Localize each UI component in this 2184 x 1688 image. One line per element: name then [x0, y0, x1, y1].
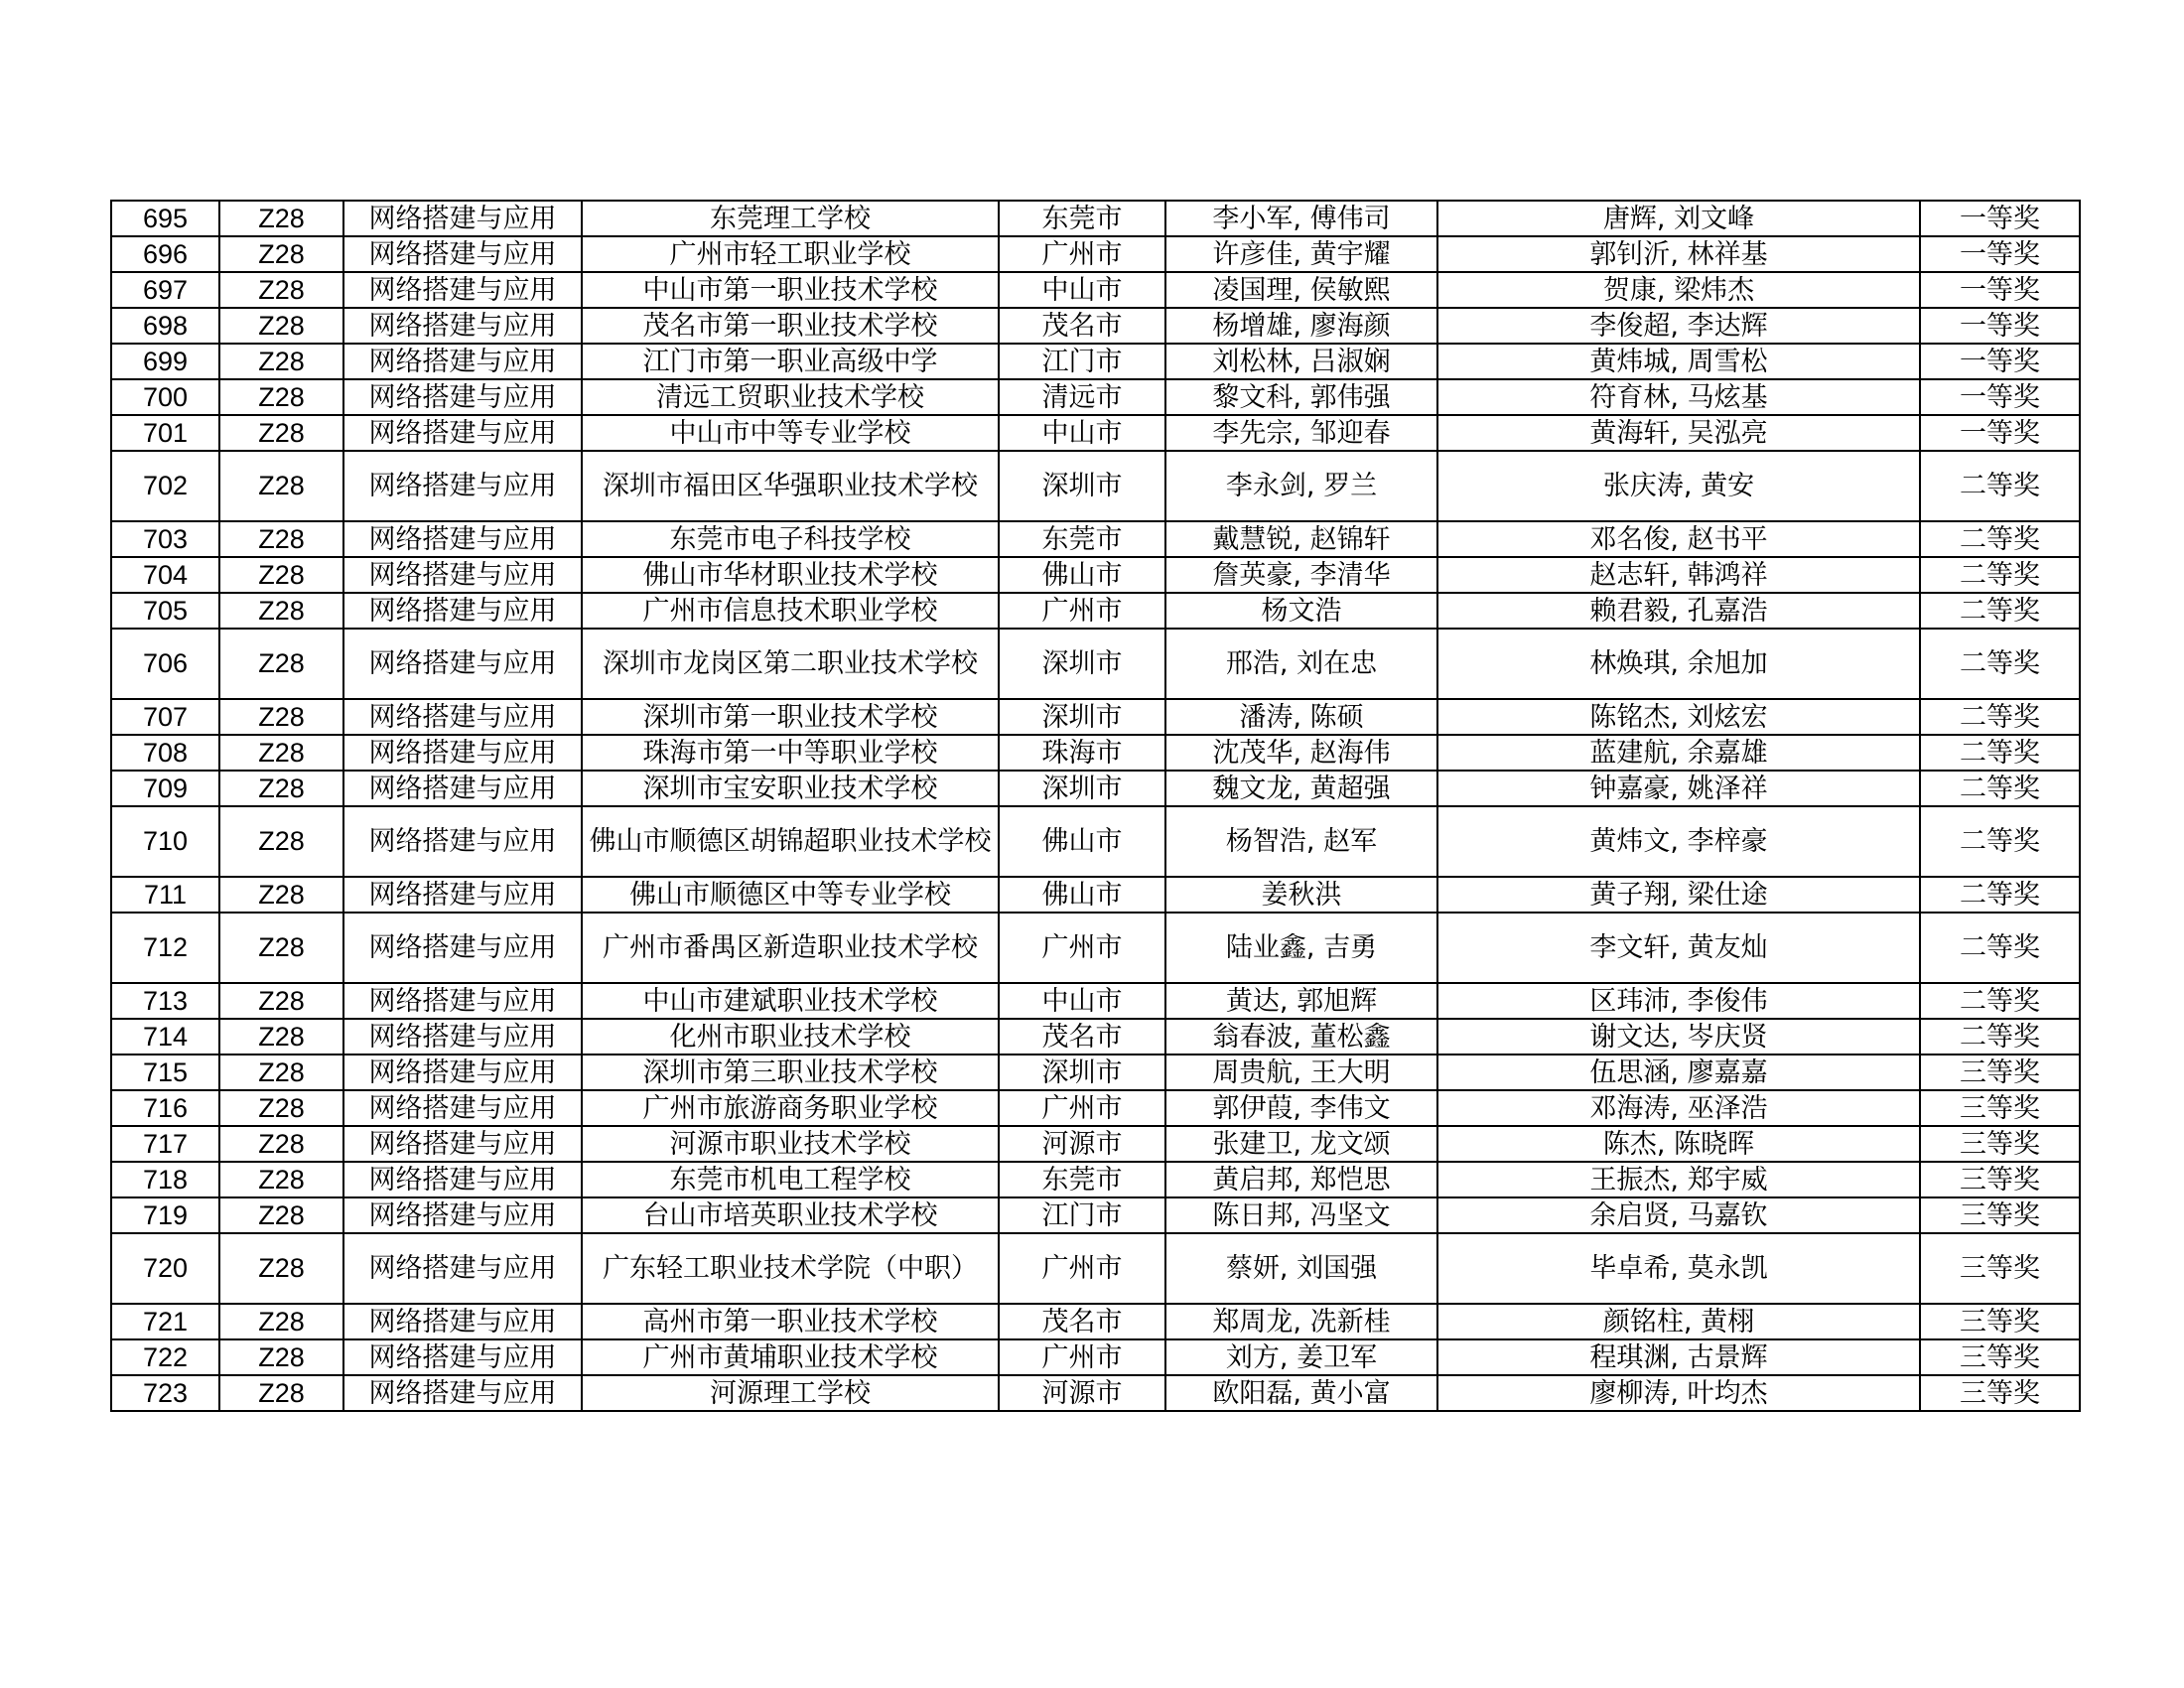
award-level-cell: 三等奖	[1920, 1304, 2080, 1339]
city-cell: 深圳市	[999, 771, 1165, 806]
table-row	[111, 1162, 2080, 1197]
table-row	[111, 1090, 2080, 1126]
project-code-cell: Z28	[219, 557, 343, 593]
table-row	[111, 1055, 2080, 1090]
row-number-cell: 695	[111, 201, 219, 236]
city-cell: 茂名市	[999, 308, 1165, 344]
project-code-cell: Z28	[219, 877, 343, 913]
table-row	[111, 1019, 2080, 1055]
instructors-cell: 沈茂华, 赵海伟	[1165, 735, 1437, 771]
table-row	[111, 1197, 2080, 1233]
award-level-cell: 二等奖	[1920, 913, 2080, 983]
contestants-cell: 钟嘉豪, 姚泽祥	[1437, 771, 1920, 806]
project-name-cell: 网络搭建与应用	[343, 557, 582, 593]
award-level-cell: 三等奖	[1920, 1090, 2080, 1126]
school-name-cell: 中山市中等专业学校	[582, 415, 999, 451]
instructors-cell: 魏文龙, 黄超强	[1165, 771, 1437, 806]
project-code-cell: Z28	[219, 344, 343, 379]
contestants-cell: 黄海轩, 吴泓亮	[1437, 415, 1920, 451]
instructors-cell: 姜秋洪	[1165, 877, 1437, 913]
school-name-cell: 佛山市顺德区中等专业学校	[582, 877, 999, 913]
table-row	[111, 201, 2080, 236]
instructors-cell: 李先宗, 邹迎春	[1165, 415, 1437, 451]
row-number-cell: 716	[111, 1090, 219, 1126]
award-level-cell: 一等奖	[1920, 236, 2080, 272]
school-name-cell: 中山市第一职业技术学校	[582, 272, 999, 308]
project-name-cell: 网络搭建与应用	[343, 451, 582, 521]
row-number-cell: 710	[111, 806, 219, 877]
award-level-cell: 二等奖	[1920, 557, 2080, 593]
project-name-cell: 网络搭建与应用	[343, 983, 582, 1019]
instructors-cell: 詹英豪, 李清华	[1165, 557, 1437, 593]
contestants-cell: 唐辉, 刘文峰	[1437, 201, 1920, 236]
school-name-cell: 河源市职业技术学校	[582, 1126, 999, 1162]
school-name-cell: 佛山市华材职业技术学校	[582, 557, 999, 593]
table-row	[111, 771, 2080, 806]
school-name-cell: 高州市第一职业技术学校	[582, 1304, 999, 1339]
row-number-cell: 700	[111, 379, 219, 415]
instructors-cell: 周贵航, 王大明	[1165, 1055, 1437, 1090]
project-code-cell: Z28	[219, 1055, 343, 1090]
city-cell: 中山市	[999, 272, 1165, 308]
project-code-cell: Z28	[219, 1126, 343, 1162]
city-cell: 中山市	[999, 983, 1165, 1019]
instructors-cell: 陆业鑫, 吉勇	[1165, 913, 1437, 983]
project-name-cell: 网络搭建与应用	[343, 236, 582, 272]
contestants-cell: 谢文达, 岑庆贤	[1437, 1019, 1920, 1055]
school-name-cell: 广州市旅游商务职业学校	[582, 1090, 999, 1126]
contestants-cell: 郭钊沂, 林祥基	[1437, 236, 1920, 272]
city-cell: 东莞市	[999, 1162, 1165, 1197]
instructors-cell: 邢浩, 刘在忠	[1165, 629, 1437, 699]
row-number-cell: 704	[111, 557, 219, 593]
award-level-cell: 一等奖	[1920, 201, 2080, 236]
contestants-cell: 贺康, 梁炜杰	[1437, 272, 1920, 308]
city-cell: 茂名市	[999, 1019, 1165, 1055]
table-row	[111, 236, 2080, 272]
instructors-cell: 李小军, 傅伟司	[1165, 201, 1437, 236]
school-name-cell: 珠海市第一中等职业学校	[582, 735, 999, 771]
project-name-cell: 网络搭建与应用	[343, 629, 582, 699]
contestants-cell: 王振杰, 郑宇威	[1437, 1162, 1920, 1197]
project-code-cell: Z28	[219, 379, 343, 415]
award-level-cell: 二等奖	[1920, 1019, 2080, 1055]
instructors-cell: 戴慧锐, 赵锦轩	[1165, 521, 1437, 557]
city-cell: 广州市	[999, 913, 1165, 983]
award-level-cell: 二等奖	[1920, 699, 2080, 735]
school-name-cell: 广州市番禺区新造职业技术学校	[582, 913, 999, 983]
row-number-cell: 711	[111, 877, 219, 913]
project-name-cell: 网络搭建与应用	[343, 521, 582, 557]
city-cell: 江门市	[999, 344, 1165, 379]
contestants-cell: 黄炜文, 李梓豪	[1437, 806, 1920, 877]
contestants-cell: 邓海涛, 巫泽浩	[1437, 1090, 1920, 1126]
instructors-cell: 黎文科, 郭伟强	[1165, 379, 1437, 415]
contestants-cell: 蓝建航, 余嘉雄	[1437, 735, 1920, 771]
table-row	[111, 1233, 2080, 1304]
table-row	[111, 1126, 2080, 1162]
row-number-cell: 708	[111, 735, 219, 771]
instructors-cell: 许彦佳, 黄宇耀	[1165, 236, 1437, 272]
row-number-cell: 714	[111, 1019, 219, 1055]
project-name-cell: 网络搭建与应用	[343, 1375, 582, 1411]
project-code-cell: Z28	[219, 272, 343, 308]
contestants-cell: 黄子翔, 梁仕途	[1437, 877, 1920, 913]
row-number-cell: 719	[111, 1197, 219, 1233]
school-name-cell: 广州市轻工职业学校	[582, 236, 999, 272]
instructors-cell: 蔡妍, 刘国强	[1165, 1233, 1437, 1304]
project-code-cell: Z28	[219, 308, 343, 344]
award-level-cell: 三等奖	[1920, 1126, 2080, 1162]
project-code-cell: Z28	[219, 415, 343, 451]
project-code-cell: Z28	[219, 1233, 343, 1304]
school-name-cell: 深圳市第三职业技术学校	[582, 1055, 999, 1090]
project-name-cell: 网络搭建与应用	[343, 913, 582, 983]
city-cell: 深圳市	[999, 451, 1165, 521]
city-cell: 珠海市	[999, 735, 1165, 771]
project-code-cell: Z28	[219, 201, 343, 236]
city-cell: 广州市	[999, 1339, 1165, 1375]
row-number-cell: 707	[111, 699, 219, 735]
school-name-cell: 深圳市宝安职业技术学校	[582, 771, 999, 806]
award-level-cell: 一等奖	[1920, 415, 2080, 451]
project-code-cell: Z28	[219, 735, 343, 771]
school-name-cell: 江门市第一职业高级中学	[582, 344, 999, 379]
project-name-cell: 网络搭建与应用	[343, 1090, 582, 1126]
project-code-cell: Z28	[219, 236, 343, 272]
project-name-cell: 网络搭建与应用	[343, 1055, 582, 1090]
city-cell: 东莞市	[999, 521, 1165, 557]
project-name-cell: 网络搭建与应用	[343, 344, 582, 379]
city-cell: 江门市	[999, 1197, 1165, 1233]
contestants-cell: 区玮沛, 李俊伟	[1437, 983, 1920, 1019]
school-name-cell: 清远工贸职业技术学校	[582, 379, 999, 415]
school-name-cell: 广东轻工职业技术学院（中职）	[582, 1233, 999, 1304]
row-number-cell: 712	[111, 913, 219, 983]
project-name-cell: 网络搭建与应用	[343, 735, 582, 771]
row-number-cell: 720	[111, 1233, 219, 1304]
project-code-cell: Z28	[219, 629, 343, 699]
row-number-cell: 723	[111, 1375, 219, 1411]
award-level-cell: 三等奖	[1920, 1055, 2080, 1090]
instructors-cell: 潘涛, 陈硕	[1165, 699, 1437, 735]
instructors-cell: 欧阳磊, 黄小富	[1165, 1375, 1437, 1411]
school-name-cell: 茂名市第一职业技术学校	[582, 308, 999, 344]
contestants-cell: 陈铭杰, 刘炫宏	[1437, 699, 1920, 735]
project-name-cell: 网络搭建与应用	[343, 1019, 582, 1055]
contestants-cell: 程琪渊, 古景辉	[1437, 1339, 1920, 1375]
school-name-cell: 深圳市龙岗区第二职业技术学校	[582, 629, 999, 699]
table-row	[111, 983, 2080, 1019]
project-name-cell: 网络搭建与应用	[343, 771, 582, 806]
project-code-cell: Z28	[219, 1162, 343, 1197]
project-name-cell: 网络搭建与应用	[343, 699, 582, 735]
school-name-cell: 东莞市电子科技学校	[582, 521, 999, 557]
row-number-cell: 701	[111, 415, 219, 451]
row-number-cell: 713	[111, 983, 219, 1019]
contestants-cell: 廖柳涛, 叶均杰	[1437, 1375, 1920, 1411]
instructors-cell: 张建卫, 龙文颂	[1165, 1126, 1437, 1162]
project-name-cell: 网络搭建与应用	[343, 272, 582, 308]
table-row	[111, 344, 2080, 379]
row-number-cell: 706	[111, 629, 219, 699]
project-name-cell: 网络搭建与应用	[343, 1162, 582, 1197]
project-name-cell: 网络搭建与应用	[343, 379, 582, 415]
award-level-cell: 二等奖	[1920, 806, 2080, 877]
city-cell: 广州市	[999, 593, 1165, 629]
school-name-cell: 中山市建斌职业技术学校	[582, 983, 999, 1019]
project-code-cell: Z28	[219, 806, 343, 877]
school-name-cell: 深圳市福田区华强职业技术学校	[582, 451, 999, 521]
instructors-cell: 黄启邦, 郑恺思	[1165, 1162, 1437, 1197]
city-cell: 河源市	[999, 1375, 1165, 1411]
instructors-cell: 郑周龙, 冼新桂	[1165, 1304, 1437, 1339]
contestants-cell: 颜铭柱, 黄栩	[1437, 1304, 1920, 1339]
contestants-cell: 毕卓希, 莫永凯	[1437, 1233, 1920, 1304]
award-level-cell: 二等奖	[1920, 629, 2080, 699]
award-level-cell: 二等奖	[1920, 877, 2080, 913]
table-row	[111, 806, 2080, 877]
school-name-cell: 佛山市顺德区胡锦超职业技术学校	[582, 806, 999, 877]
instructors-cell: 陈日邦, 冯坚文	[1165, 1197, 1437, 1233]
school-name-cell: 广州市黄埔职业技术学校	[582, 1339, 999, 1375]
city-cell: 广州市	[999, 1090, 1165, 1126]
contestants-cell: 李俊超, 李达辉	[1437, 308, 1920, 344]
table-row	[111, 699, 2080, 735]
project-code-cell: Z28	[219, 1339, 343, 1375]
table-row	[111, 1304, 2080, 1339]
project-name-cell: 网络搭建与应用	[343, 1126, 582, 1162]
project-code-cell: Z28	[219, 593, 343, 629]
city-cell: 佛山市	[999, 877, 1165, 913]
table-row	[111, 913, 2080, 983]
project-name-cell: 网络搭建与应用	[343, 806, 582, 877]
project-code-cell: Z28	[219, 771, 343, 806]
award-level-cell: 一等奖	[1920, 308, 2080, 344]
project-name-cell: 网络搭建与应用	[343, 593, 582, 629]
instructors-cell: 李永剑, 罗兰	[1165, 451, 1437, 521]
table-row	[111, 1375, 2080, 1411]
row-number-cell: 722	[111, 1339, 219, 1375]
school-name-cell: 河源理工学校	[582, 1375, 999, 1411]
project-code-cell: Z28	[219, 1197, 343, 1233]
project-name-cell: 网络搭建与应用	[343, 1233, 582, 1304]
table-row	[111, 593, 2080, 629]
award-level-cell: 一等奖	[1920, 272, 2080, 308]
project-code-cell: Z28	[219, 1304, 343, 1339]
instructors-cell: 黄达, 郭旭辉	[1165, 983, 1437, 1019]
instructors-cell: 刘方, 姜卫军	[1165, 1339, 1437, 1375]
award-level-cell: 三等奖	[1920, 1197, 2080, 1233]
city-cell: 广州市	[999, 236, 1165, 272]
project-name-cell: 网络搭建与应用	[343, 877, 582, 913]
award-level-cell: 一等奖	[1920, 344, 2080, 379]
table-row	[111, 521, 2080, 557]
project-code-cell: Z28	[219, 699, 343, 735]
contestants-cell: 赵志轩, 韩鸿祥	[1437, 557, 1920, 593]
row-number-cell: 702	[111, 451, 219, 521]
award-level-cell: 三等奖	[1920, 1339, 2080, 1375]
table-row	[111, 629, 2080, 699]
project-code-cell: Z28	[219, 1375, 343, 1411]
instructors-cell: 翁春波, 董松鑫	[1165, 1019, 1437, 1055]
project-name-cell: 网络搭建与应用	[343, 1197, 582, 1233]
row-number-cell: 698	[111, 308, 219, 344]
award-level-cell: 三等奖	[1920, 1375, 2080, 1411]
project-name-cell: 网络搭建与应用	[343, 201, 582, 236]
project-code-cell: Z28	[219, 913, 343, 983]
school-name-cell: 东莞市机电工程学校	[582, 1162, 999, 1197]
row-number-cell: 717	[111, 1126, 219, 1162]
city-cell: 河源市	[999, 1126, 1165, 1162]
award-level-cell: 二等奖	[1920, 521, 2080, 557]
row-number-cell: 703	[111, 521, 219, 557]
project-name-cell: 网络搭建与应用	[343, 415, 582, 451]
contestants-cell: 赖君毅, 孔嘉浩	[1437, 593, 1920, 629]
school-name-cell: 台山市培英职业技术学校	[582, 1197, 999, 1233]
instructors-cell: 凌国理, 侯敏熙	[1165, 272, 1437, 308]
project-name-cell: 网络搭建与应用	[343, 1304, 582, 1339]
contestants-cell: 余启贤, 马嘉钦	[1437, 1197, 1920, 1233]
row-number-cell: 697	[111, 272, 219, 308]
school-name-cell: 化州市职业技术学校	[582, 1019, 999, 1055]
city-cell: 中山市	[999, 415, 1165, 451]
project-code-cell: Z28	[219, 1019, 343, 1055]
city-cell: 清远市	[999, 379, 1165, 415]
award-level-cell: 二等奖	[1920, 451, 2080, 521]
table-body	[111, 201, 2080, 1411]
instructors-cell: 郭伊葭, 李伟文	[1165, 1090, 1437, 1126]
instructors-cell: 杨文浩	[1165, 593, 1437, 629]
row-number-cell: 721	[111, 1304, 219, 1339]
table-row	[111, 877, 2080, 913]
table-row	[111, 272, 2080, 308]
award-level-cell: 二等奖	[1920, 983, 2080, 1019]
table-row	[111, 308, 2080, 344]
award-level-cell: 三等奖	[1920, 1233, 2080, 1304]
school-name-cell: 东莞理工学校	[582, 201, 999, 236]
contestants-cell: 邓名俊, 赵书平	[1437, 521, 1920, 557]
contestants-cell: 黄炜城, 周雪松	[1437, 344, 1920, 379]
award-level-cell: 二等奖	[1920, 771, 2080, 806]
contestants-cell: 陈杰, 陈晓晖	[1437, 1126, 1920, 1162]
instructors-cell: 刘松林, 吕淑娴	[1165, 344, 1437, 379]
project-name-cell: 网络搭建与应用	[343, 308, 582, 344]
row-number-cell: 709	[111, 771, 219, 806]
contestants-cell: 张庆涛, 黄安	[1437, 451, 1920, 521]
city-cell: 佛山市	[999, 557, 1165, 593]
school-name-cell: 深圳市第一职业技术学校	[582, 699, 999, 735]
row-number-cell: 696	[111, 236, 219, 272]
city-cell: 深圳市	[999, 629, 1165, 699]
project-code-cell: Z28	[219, 1090, 343, 1126]
table-row	[111, 557, 2080, 593]
row-number-cell: 705	[111, 593, 219, 629]
project-name-cell: 网络搭建与应用	[343, 1339, 582, 1375]
row-number-cell: 715	[111, 1055, 219, 1090]
table-row	[111, 451, 2080, 521]
award-table	[110, 200, 2081, 1412]
contestants-cell: 林焕琪, 余旭加	[1437, 629, 1920, 699]
city-cell: 深圳市	[999, 699, 1165, 735]
city-cell: 广州市	[999, 1233, 1165, 1304]
city-cell: 佛山市	[999, 806, 1165, 877]
city-cell: 东莞市	[999, 201, 1165, 236]
project-code-cell: Z28	[219, 521, 343, 557]
contestants-cell: 李文轩, 黄友灿	[1437, 913, 1920, 983]
table-row	[111, 415, 2080, 451]
table-row	[111, 379, 2080, 415]
project-code-cell: Z28	[219, 983, 343, 1019]
city-cell: 茂名市	[999, 1304, 1165, 1339]
award-level-cell: 一等奖	[1920, 379, 2080, 415]
contestants-cell: 符育林, 马炫基	[1437, 379, 1920, 415]
contestants-cell: 伍思涵, 廖嘉嘉	[1437, 1055, 1920, 1090]
school-name-cell: 广州市信息技术职业学校	[582, 593, 999, 629]
award-level-cell: 三等奖	[1920, 1162, 2080, 1197]
instructors-cell: 杨智浩, 赵军	[1165, 806, 1437, 877]
award-level-cell: 二等奖	[1920, 735, 2080, 771]
project-code-cell: Z28	[219, 451, 343, 521]
award-level-cell: 二等奖	[1920, 593, 2080, 629]
table-row	[111, 1339, 2080, 1375]
row-number-cell: 718	[111, 1162, 219, 1197]
table-row	[111, 735, 2080, 771]
city-cell: 深圳市	[999, 1055, 1165, 1090]
instructors-cell: 杨增雄, 廖海颜	[1165, 308, 1437, 344]
row-number-cell: 699	[111, 344, 219, 379]
